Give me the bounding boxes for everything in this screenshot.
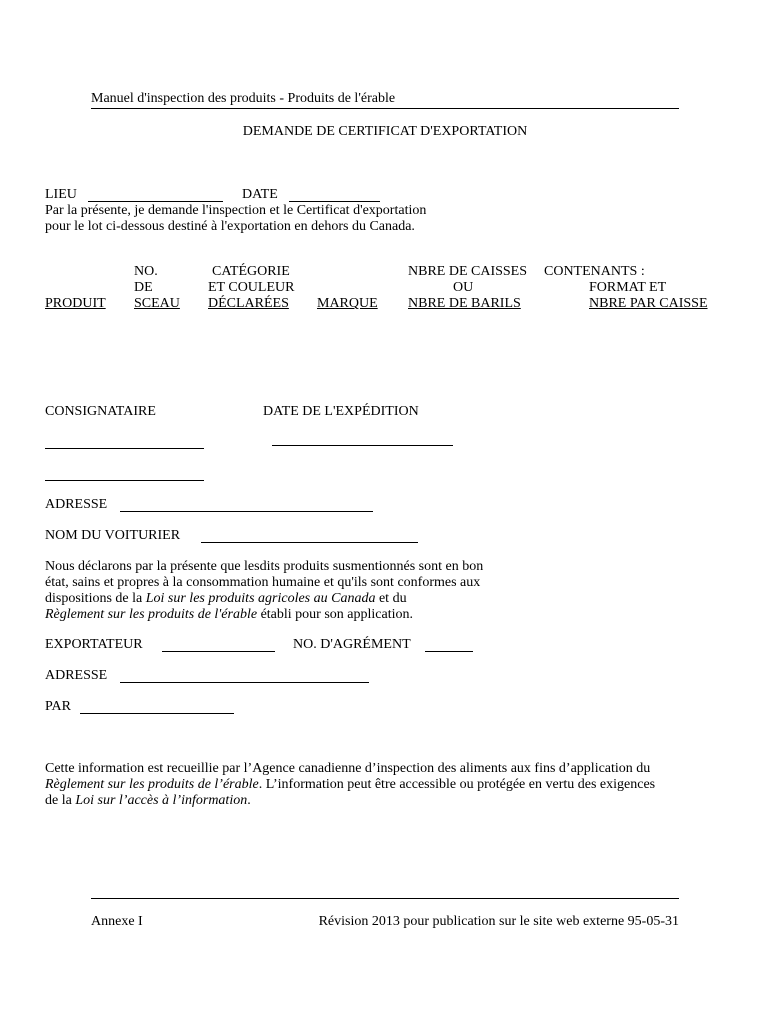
law-name: Loi sur les produits agricoles au Canada [145,591,376,606]
declaration-line-1: Nous déclarons par la présente que lesdits produits susmentionnés sont en bon [45,559,484,574]
col-contenants-1: CONTENANTS : [544,264,645,279]
footer-rule [91,898,679,899]
privacy-notice [45,761,655,809]
declaration-line-4: Règlement sur les produits de l'érable établi pour son application. [45,607,413,622]
declaration-line-3: dispositions de la Loi sur les produits agricoles au Canada et du [45,591,407,606]
col-caisses-1: NBRE DE CAISSES [408,264,528,279]
col-categorie-1: CATÉGORIE [212,264,290,279]
col-produit: PRODUIT [45,296,106,311]
date-label: DATE [242,187,278,202]
request-line-2: pour le lot ci-dessous destiné à l'exportation en dehors du Canada. [45,219,415,234]
date-field[interactable] [289,201,380,202]
agrement-field[interactable] [425,651,473,652]
consignataire-field-1[interactable] [45,448,204,449]
consignataire-label: CONSIGNATAIRE [45,404,156,419]
consignataire-field-2[interactable] [45,480,204,481]
voiturier-field[interactable] [201,542,418,543]
footer-revision: Révision 2013 pour publication sur le site web externe 95-05-31 [318,914,679,929]
privacy-line-3: de la Loi sur l’accès à l’information. [45,793,251,808]
form-title: DEMANDE DE CERTIFICAT D'EXPORTATION [242,124,528,139]
col-sceau-2: DE [134,280,153,295]
col-caisses-2: OU [453,280,474,295]
agrement-label: NO. D'AGRÉMENT [293,637,411,652]
voiturier-label: NOM DU VOITURIER [45,528,181,543]
col-categorie-2: ET COULEUR [208,280,295,295]
header-title: Manuel d'inspection des produits - Produits de l'érable [91,91,396,106]
adresse2-label: ADRESSE [45,668,108,683]
col-sceau-3: SCEAU [134,296,180,311]
col-contenants-2: FORMAT ET [589,280,667,295]
request-line-1: Par la présente, je demande l'inspection et le Certificat d'exportation [45,203,427,218]
lieu-field[interactable] [88,201,223,202]
privacy-line-1: Cette information est recueillie par l’Agence canadienne d’inspection des aliments aux fins d’application du [45,761,651,776]
col-marque: MARQUE [317,296,378,311]
lieu-label: LIEU [45,187,77,202]
col-caisses-3: NBRE DE BARILS [408,296,521,311]
header-rule [91,108,679,109]
adresse-label: ADRESSE [45,497,108,512]
date-expedition-field[interactable] [272,445,453,446]
adresse-field[interactable] [120,511,373,512]
exportateur-label: EXPORTATEUR [45,637,143,652]
adresse2-field[interactable] [120,682,369,683]
privacy-line-2: Règlement sur les produits de l’érable. L’information peut être accessible ou protégée en vertu des exigences [45,777,656,792]
declaration-line-2: état, sains et propres à la consommation humaine et qu'ils sont conformes aux [45,575,481,590]
declaration-paragraph [45,559,483,623]
par-label: PAR [45,699,71,714]
privacy-regulation: Règlement sur les produits de l’érable [45,777,259,792]
footer-annex: Annexe I [91,914,143,929]
col-contenants-3: NBRE PAR CAISSE [589,296,708,311]
date-expedition-label: DATE DE L'EXPÉDITION [263,404,419,419]
regulation-name: Règlement sur les produits de l'érable [45,607,258,622]
privacy-law: Loi sur l’accès à l’information [75,793,248,808]
exportateur-field[interactable] [162,651,275,652]
par-field[interactable] [80,713,234,714]
col-sceau-1: NO. [134,264,158,279]
col-categorie-3: DÉCLARÉES [208,296,289,311]
